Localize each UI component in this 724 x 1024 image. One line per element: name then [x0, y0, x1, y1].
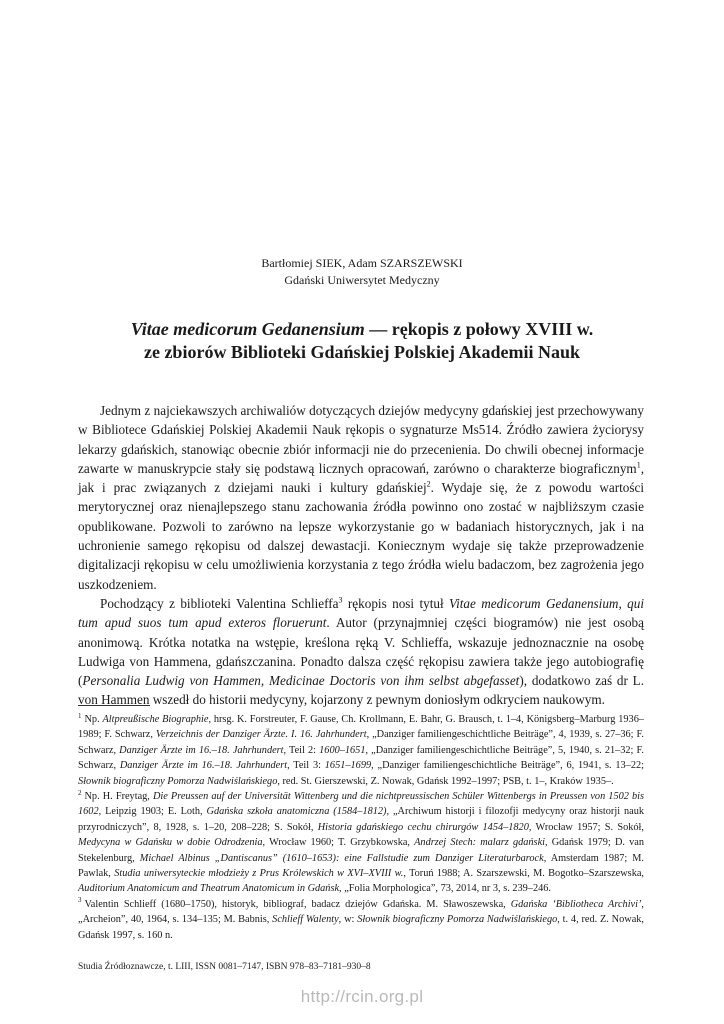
- title-italic-part: Vitae medicorum Gedanensium: [130, 319, 365, 339]
- footnote-number: 3: [78, 896, 82, 905]
- title-line-1: [60, 318, 664, 341]
- footnote-ref-3[interactable]: 3: [338, 595, 343, 605]
- cited-title: Schlieff Walenty: [272, 914, 339, 926]
- cited-title: Studia uniwersyteckie młodzieży z Prus Królewskich w XVI–XVIII w.: [114, 868, 404, 880]
- footnote-number: 1: [78, 711, 82, 720]
- autobiography-title: Personalia Ludwig von Hammen, Medicinae Doctoris von ihm selbst abgefasset: [82, 673, 520, 689]
- cited-title: Verzeichnis der Danziger Ärzte. I. 16. Jahrhundert: [155, 729, 367, 741]
- cited-title: Auditorium Anatomicum and Theatrum Anatomicum in Gdańsk: [78, 883, 340, 895]
- text-run: „Archiwum historji i filozofji medycyny oraz historji nauk przyrodniczych”, 8, 1928, s. 1–20, 208–228; S. Sokół,: [78, 806, 644, 833]
- article-body: [78, 401, 644, 710]
- watermark-url[interactable]: http://rcin.org.pl: [300, 987, 424, 1006]
- manuscript-title: Vitae medicorum Gedanensium, qui tum apud suos tum apud exteros floruerunt: [78, 595, 644, 631]
- text-run: rękopis nosi tytuł: [342, 595, 450, 611]
- cited-title: 1651–1699: [324, 760, 372, 772]
- text-run: , „Folia Morphologica”, 73, 2014, nr 3, s. 239–246.: [339, 883, 551, 895]
- footnote-1: [78, 712, 644, 789]
- text-run: , Toruń 1988; A. Szarszewski, M. Bogotko–Szarszewska,: [403, 868, 644, 880]
- footnotes: [78, 712, 644, 943]
- cited-title: Gdańska szkoła anatomiczna (1584–1812),: [206, 806, 390, 818]
- cited-title: Słownik biograficzny Pomorza Nadwiślańskiego: [357, 914, 558, 926]
- text-run: , hrsg. K. Forstreuter, F. Gause, Ch. Krollmann, E. Bahr, G. Brausch, t. 1–4, Königsberg–Marburg 1936–1989; F. Schwarz,: [78, 714, 644, 741]
- text-run: Np. H. Freytag,: [84, 791, 153, 803]
- text-run: , red. St. Gierszewski, Z. Nowak, Gdańsk 1992–1997; PSB, t. 1–, Kraków 1935–.: [277, 775, 614, 787]
- text-run: , jak i prac związanych z dziejami nauki i kultury gdańskiej: [78, 460, 644, 496]
- text-run: . Wydaje się, że z powodu wartości merytorycznej oraz nienajlepszego stanu zachowania źródła powinno ono zostać w najbliższym czasie opublikowane. Pozwoli to zarówno na lepsze wykorzystanie go w badaniach historycznych, jak i na uchronienie samego rękopisu od dalszej dewastacji. Koniecznym wydaje się także przeprowadzenie digitalizacji rękopisu w celu umożliwienia korzystania z tego źródła wielu badaczom, bez zagrożenia jego uszkodzeniem.: [78, 480, 644, 592]
- footnote-number: 2: [78, 788, 82, 797]
- text-run: , w:: [338, 914, 358, 926]
- text-run: , „Danziger familiengeschichtliche Beiträge”, 6, 1941, s. 13–22;: [371, 760, 644, 772]
- cited-title: Danziger Ärzte im 16.–18. Jahrhundert: [119, 744, 284, 756]
- cited-title: Die Preussen auf der Universität Wittenberg und die nichtpreussischen Schüler Wittenbergs in Preussen von 1502 bis 1602: [78, 791, 645, 818]
- cited-title: Michael Albinus „Dantiscanus” (1610–1653): eine Fallstudie zum Danziger Literaturbarock: [139, 852, 544, 864]
- text-run: , „Danziger familiengeschichtliche Beiträge”, 5, 1940, s. 21–32; F. Schwarz,: [78, 744, 644, 772]
- text-run: Pochodzący z biblioteki Valentina Schlieffa: [100, 595, 339, 611]
- title-line-2: ze zbiorów Biblioteki Gdańskiej Polskiej Akademii Nauk: [143, 342, 581, 362]
- text-run: Valentin Schlieff (1680–1750), historyk, bibliograf, badacz dziejów Gdańska. M. Sławoszewska,: [84, 898, 511, 910]
- text-run: , Wrocław 1957; S. Sokół,: [528, 821, 644, 833]
- paragraph-2: [78, 594, 644, 710]
- footnote-3: [78, 897, 644, 943]
- text-run: Jednym z najciekawszych archiwaliów dotyczących dziejów medycyny gdańskiej jest przechowywany w Bibliotece Gdańskiej Polskiej Akademii Nauk rękopis o sygnaturze Ms514. Źródło zawiera życiorysy lekarzy gdańskich, stanowiąc obecnie zbiór informacji nie do przecenienia. Do chwili obecnej informacje zawarte w manuskrypcie stały się podstawą licznych opracowań, zarówno o charakterze biograficznym: [78, 403, 644, 476]
- text-run: , Wrocław 1960; T. Grzybkowska,: [262, 837, 415, 849]
- authors: Bartłomiej SIEK, Adam SZARSZEWSKI: [261, 256, 463, 270]
- article-title: [60, 318, 664, 364]
- text-run: , Teil 3:: [287, 760, 325, 772]
- cited-title: Andrzej Stech: malarz gdański: [414, 837, 545, 849]
- text-run: , „Danziger familiengeschichtliche Beiträge”, 4, 1939, s. 27–36; F. Schwarz,: [78, 729, 644, 756]
- title-rest-part: — rękopis z połowy XVIII w.: [364, 319, 594, 339]
- text-run: Np.: [84, 714, 103, 725]
- cited-title: Gdańska ‘Bibliotheca Archivi’: [510, 898, 642, 910]
- journal-citation: Studia Źródłoznawcze, t. LIII, ISSN 0081–7147, ISBN 978–83–7181–930–8: [78, 962, 371, 972]
- text-run: . Autor (przynajmniej części biogramów) nie jest osobą anonimową. Krótka notatka na wstępie, kreślona ręką V. Schlieffa, wskazuje jednoznacznie na osobę Ludwiga von Hammena, gdańszczanina. Ponadto dalsza część rękopisu zawiera także jego autobiografię (: [78, 615, 644, 689]
- text-run: , „Archeion”, 40, 1964, s. 134–135; M. Babnis,: [78, 898, 644, 926]
- paragraph-1: [78, 401, 644, 594]
- affiliation: Gdański Uniwersytet Medyczny: [284, 273, 440, 287]
- text-run: , Gdańsk 1979; D. van Stekelenburg,: [78, 837, 644, 864]
- footnote-ref-2[interactable]: 2: [426, 479, 431, 489]
- footnote-2: [78, 789, 644, 897]
- text-run: , Leipzig 1903; E. Loth,: [98, 806, 207, 818]
- cited-title: Medycyna w Gdańsku w dobie Odrodzenia: [78, 837, 263, 849]
- cited-title: Słownik biograficzny Pomorza Nadwiślańskiego: [78, 775, 278, 787]
- footnote-separator: [78, 705, 150, 706]
- cited-title: 1600–1651: [319, 744, 366, 756]
- text-run: , t. 4, red. Z. Nowak, Gdańsk 1997, s. 160 n.: [78, 914, 644, 941]
- text-run: , Teil 2:: [283, 744, 320, 756]
- text-run: ), dodatkowo zaś dr L. von Hammen wszedł do historii medycyny, kojarzony z pewnym doniosłym odkryciem naukowym.: [78, 673, 645, 708]
- author-block: [0, 255, 724, 289]
- footnote-ref-1[interactable]: 1: [636, 460, 641, 470]
- cited-title: Altpreußische Biographie: [102, 714, 209, 725]
- cited-title: Historia gdańskiego cechu chirurgów 1454–1820: [317, 821, 529, 833]
- cited-title: Danziger Ärzte im 16.–18. Jahrhundert: [119, 760, 288, 772]
- text-run: , Amsterdam 1987; M. Pawlak,: [78, 852, 644, 880]
